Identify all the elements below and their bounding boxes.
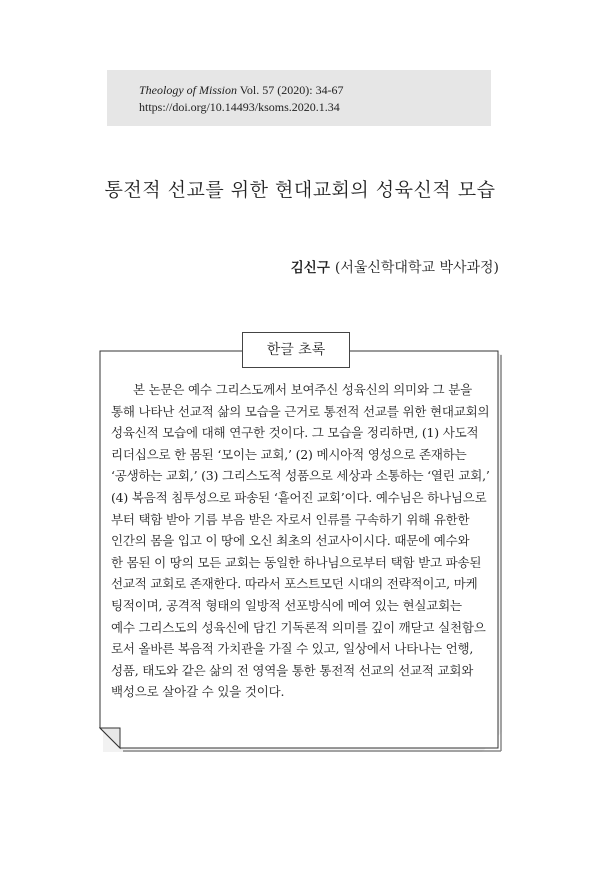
abstract-line: 예수 그리스도의 성육신에 담긴 기독론적 의미를 깊이 깨닫고 실천함으 bbox=[111, 619, 486, 635]
abstract-line: 부터 택함 받아 기름 부음 받은 자로서 인류를 구속하기 위해 유한한 bbox=[111, 511, 470, 527]
abstract-line: 선교적 교회로 존재한다. 따라서 포스트모던 시대의 전략적이고, 마케 bbox=[111, 576, 478, 592]
journal-volume: Vol. 57 (2020): 34-67 bbox=[237, 83, 344, 97]
abstract-line: (4) 복음적 침투성으로 파송된 ‘흩어진 교회’이다. 예수님은 하나님으로 bbox=[111, 489, 487, 505]
journal-header-box bbox=[107, 70, 491, 126]
abstract-line: ‘공생하는 교회,’ (3) 그리스도적 성품으로 세상과 소통하는 ‘열린 교회,’ bbox=[111, 468, 490, 484]
author-affiliation: (서울신학대학교 박사과정) bbox=[334, 260, 499, 276]
abstract-line: 팅적이며, 공격적 형태의 일방적 선포방식에 메여 있는 현실교회는 bbox=[111, 597, 462, 613]
abstract-line: 백성으로 살아갈 수 있을 것이다. bbox=[111, 684, 285, 700]
abstract-line: 리더십으로 한 몸된 ‘모이는 교회,’ (2) 메시아적 영성으로 존재하는 bbox=[111, 446, 467, 462]
article-title: 통전적 선교를 위한 현대교회의 성육신적 모습 bbox=[104, 179, 496, 201]
abstract-line: 통해 나타난 선교적 삶의 모습을 근거로 통전적 선교를 위한 현대교회의 bbox=[111, 403, 490, 419]
abstract-label: 한글 초록 bbox=[242, 332, 350, 368]
abstract-body bbox=[111, 379, 491, 703]
abstract-line: 본 논문은 예수 그리스도께서 보여주신 성육신의 의미와 그 분을 bbox=[133, 382, 472, 397]
abstract-line: 로서 올바른 복음적 가치관을 가질 수 있고, 일상에서 나타나는 언행, bbox=[111, 641, 474, 657]
abstract-line: 한 몸된 이 땅의 모든 교회는 동일한 하나님으로부터 택함 받고 파송된 bbox=[111, 554, 482, 570]
abstract-line: 인간의 몸을 입고 이 땅에 오신 최초의 선교사이시다. 때문에 예수와 bbox=[111, 533, 470, 549]
journal-citation bbox=[139, 81, 491, 99]
abstract-line: 성육신적 모습에 대해 연구한 것이다. 그 모습을 정리하면, (1) 사도적 bbox=[111, 425, 479, 441]
abstract-line: 성품, 태도와 같은 삶의 전 영역을 통한 통전적 선교의 선교적 교회와 bbox=[111, 662, 474, 678]
author-name: 김신구 bbox=[290, 260, 330, 276]
author-line bbox=[291, 256, 499, 277]
journal-name: Theology of Mission bbox=[139, 83, 237, 97]
doi-link[interactable]: https://doi.org/10.14493/ksoms.2020.1.34 bbox=[139, 100, 340, 114]
